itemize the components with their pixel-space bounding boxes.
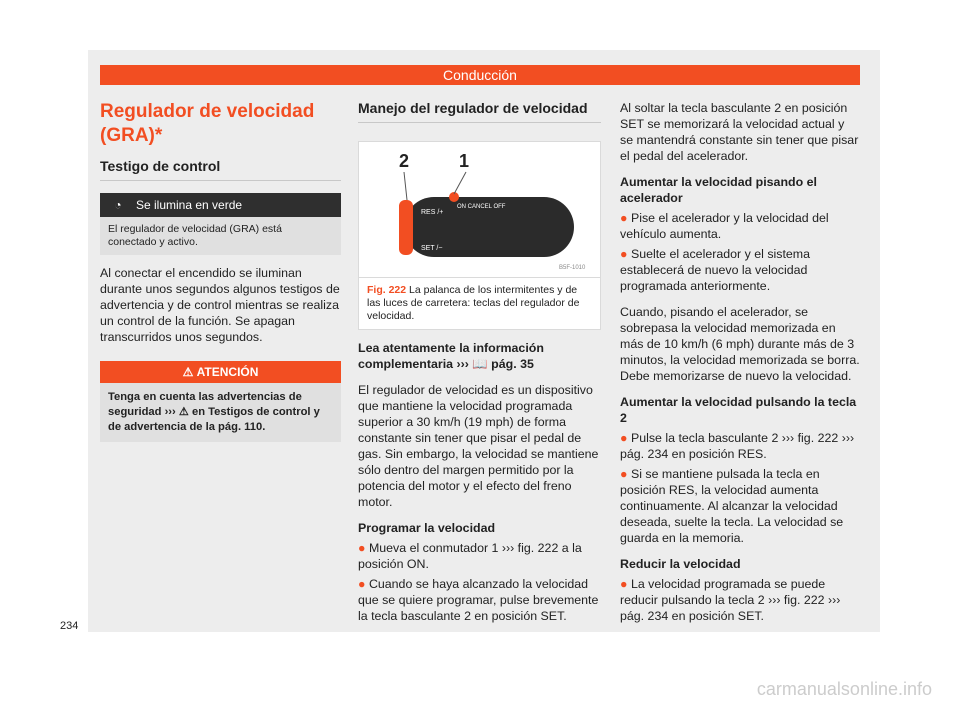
chapter-header: Conducción <box>100 65 860 85</box>
lever-illustration <box>359 142 600 275</box>
bullet-7: ● La velocidad programada se puede reducir pulsando la tecla 2 ››› fig. 222 ››› pág. 234 en posición SET. <box>620 577 841 623</box>
callout-line-2 <box>404 172 407 200</box>
figure-ref: Fig. 222 <box>367 284 407 296</box>
bullet-2: ● Cuando se haya alcanzado la velocidad que se quiere programar, pulse brevemente la tecla basculante 2 en posición SET. <box>358 577 599 623</box>
paragraph-2: El regulador de velocidad es un dispositivo que mantiene la velocidad programada superior a 30 km/h (19 mph) de forma constante sin tener que pisar el pedal de gas. Sin embargo, la velocidad se mantiene sólo dentro del margen permitido por la potencia del motor y el efecto del freno motor. <box>358 383 599 509</box>
set-res-rocker <box>399 200 413 255</box>
callout-line-1 <box>454 172 466 194</box>
warning-icon: ⚠ <box>182 365 197 379</box>
figure-222 <box>358 141 601 278</box>
subheading-acelerador: Aumentar la velocidad pisando el acelerador <box>620 175 817 205</box>
label-res: RES /+ <box>421 209 444 216</box>
bullet-6: ● Si se mantiene pulsada la tecla en posición RES, la velocidad aumenta continuamente. Al alcanzar la velocidad deseada, suelte la tecla. La velocidad se guarda en la memoria. <box>620 467 844 545</box>
bullet-3: ● Pise el acelerador y la velocidad del vehículo aumenta. <box>620 211 829 241</box>
bullet-4: ● Suelte el acelerador y el sistema establecerá de nuevo la velocidad programada anteriormente. <box>620 247 811 293</box>
warning-body: Tenga en cuenta las advertencias de seguridad ››› ⚠ en Testigos de control y de advertencia de la pág. 110. <box>100 383 341 442</box>
indicator-label: Se ilumina en verde <box>136 198 243 212</box>
section-title-2: Manejo del regulador de velocidad <box>358 100 601 123</box>
subheading-reducir: Reducir la velocidad <box>620 557 741 571</box>
bullet-1: ● Mueva el conmutador 1 ››› fig. 222 a la posición ON. <box>358 541 582 571</box>
column-2 <box>358 100 601 624</box>
subheading-programar: Programar la velocidad <box>358 521 496 535</box>
section-title: Regulador de velocidad (GRA)* <box>100 101 315 146</box>
column-1 <box>100 100 341 442</box>
watermark: carmanualsonline.info <box>756 679 932 699</box>
indicator-box <box>100 193 341 217</box>
cruise-control-icon: ◔ <box>114 198 122 212</box>
paragraph: Al conectar el encendido se iluminan durante unos segundos algunos testigos de advertencia y de control mientras se realiza un control de la función. Se apagan transcurridos unos segundos. <box>100 266 340 344</box>
lead-text: Lea atentamente la información complementaria ››› 📖 pág. 35 <box>358 341 544 371</box>
label-set: SET /− <box>421 245 443 252</box>
figure-code: B5F-1010 <box>559 265 586 271</box>
paragraph-3a: Al soltar la tecla basculante 2 en posición SET se memorizará la velocidad actual y se mantendrá constante sin tener que pisar el pedal del acelerador. <box>620 101 859 163</box>
bullet-5: ● Pulse la tecla basculante 2 ››› fig. 222 ››› pág. 234 en posición RES. <box>620 431 855 461</box>
column-3 <box>620 100 860 624</box>
paragraph-3b: Cuando, pisando el acelerador, se sobrepasa la velocidad memorizada en más de 10 km/h (6 mph) durante más de 3 minutos, la velocidad memorizada se borra. Debe memorizarse de nuevo la velocidad. <box>620 305 860 383</box>
indicator-desc: El regulador de velocidad (GRA) está conectado y activo. <box>100 217 341 255</box>
subsection-title: Testigo de control <box>100 158 341 181</box>
page-number: 234 <box>60 620 79 632</box>
label-on-cancel-off: ON CANCEL OFF <box>457 204 506 210</box>
subheading-tecla: Aumentar la velocidad pulsando la tecla 2 <box>620 395 857 425</box>
figure-caption: Fig. 222 La palanca de los intermitentes y de las luces de carretera: teclas del regulador de velocidad. <box>358 278 601 330</box>
warning-title: ⚠ ATENCIÓN <box>100 361 341 383</box>
callout-1: 1 <box>459 151 470 171</box>
callout-2: 2 <box>399 151 410 171</box>
